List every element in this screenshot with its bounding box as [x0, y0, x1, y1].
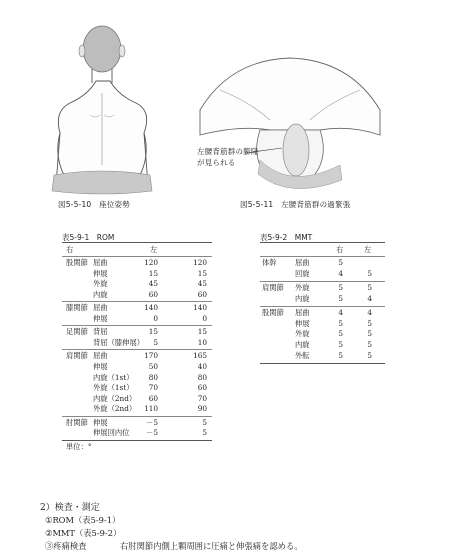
table-row-right-value: 60	[148, 393, 158, 403]
table-row-motion: 伸展	[295, 318, 310, 328]
table-row-right-value: 5	[338, 329, 343, 339]
table-row-right-value: 140	[144, 303, 158, 313]
table-row-motion: 屈曲	[93, 258, 108, 267]
table-row-motion: 外旋（1st）	[93, 383, 134, 393]
figure-caption-seated: 図5-5-10 座位姿勢	[58, 200, 130, 209]
table-row-right-value: 5	[338, 282, 343, 292]
table-row-motion: 回旋	[295, 268, 310, 278]
mmt_table-rule-header	[260, 256, 385, 257]
rom_table-rule-group	[62, 440, 212, 441]
table-row-motion: 内旋	[295, 340, 310, 350]
table-row-left-value: 140	[193, 303, 207, 313]
table-row-joint: 肩関節	[262, 282, 284, 292]
rom_table-rule-top	[62, 242, 212, 243]
table-row-left-value: 5	[367, 351, 372, 361]
table-row-right-value: 5	[338, 258, 343, 267]
table-row-right-value: 5	[338, 351, 343, 361]
table-row-right-value: 15	[148, 327, 158, 337]
table-row-left-value: 5	[367, 282, 372, 292]
rom_table-rule-group	[62, 301, 212, 302]
table-row-right-value: 50	[148, 361, 158, 371]
section-item-pain-label: ③疼痛検査	[45, 541, 87, 551]
table-row-motion: 外旋	[295, 329, 310, 339]
table-row-joint: 股関節	[262, 307, 284, 317]
annotation-bulge-line2: が見られる	[197, 158, 236, 167]
table-row-right-value: 60	[148, 289, 158, 299]
table-row-motion: 外旋（2nd）	[93, 404, 137, 414]
table-row-right-value: 120	[144, 258, 158, 267]
table-row-left-value: 0	[202, 313, 207, 323]
table-row-right-value: 4	[338, 268, 343, 278]
table-row-joint: 足関節	[66, 327, 88, 337]
table-row-motion: 背屈（膝伸展）	[93, 337, 145, 347]
table-row-motion: 伸展	[93, 361, 108, 371]
table-row-motion: 内旋（1st）	[93, 372, 134, 382]
table-row-left-value: 10	[197, 337, 207, 347]
rom-table-title: 表5-9-1 ROM	[62, 233, 115, 242]
rom_table-rule-header	[62, 256, 212, 257]
annotation-bulge-line1: 左腰背筋群の膨隆	[197, 147, 259, 156]
table-row-left-value: 70	[197, 393, 207, 403]
table-row-left-value: 5	[367, 329, 372, 339]
table-row-motion: 伸展	[93, 268, 108, 278]
table-row-motion: 屈曲	[295, 258, 310, 267]
mmt_table-rule-group	[260, 306, 385, 307]
table-row-motion: 伸展	[93, 417, 108, 427]
mmt_table-rule-group	[260, 281, 385, 282]
mmt_table-rule-group	[260, 363, 385, 364]
table-row-right-value: 80	[148, 372, 158, 382]
section-item-pain-text: 右肘関節内側上顆周囲に圧痛と伸張痛を認める。	[120, 541, 303, 551]
table-row-motion: 屈曲	[295, 307, 310, 317]
table-row-left-value: 15	[197, 327, 207, 337]
table-row-right-value: 5	[153, 337, 158, 347]
table-row-left-value: 5	[202, 417, 207, 427]
figure-caption-lumbar: 図5-5-11 左腰背筋群の過緊張	[240, 200, 351, 209]
table-row-right-value: 5	[338, 293, 343, 303]
table-row-motion: 伸展回内位	[93, 428, 130, 438]
table-row-left-value: 5	[367, 340, 372, 350]
table-row-left-value: 5	[367, 268, 372, 278]
table-row-motion: 背屈	[93, 327, 108, 337]
table-row-motion: 内旋	[93, 289, 108, 299]
table-row-motion: 外転	[295, 351, 310, 361]
table-row-left-value: 4	[367, 307, 372, 317]
mmt_table-header-left: 左	[364, 245, 372, 254]
rom_table-rule-group	[62, 349, 212, 350]
mmt_table-header-right: 右	[336, 245, 344, 254]
rom_table-rule-group	[62, 416, 212, 417]
table-row-left-value: 120	[193, 258, 207, 267]
table-row-joint: 肘関節	[66, 417, 88, 427]
table-row-left-value: 90	[197, 404, 207, 414]
section-item-mmt: ②MMT（表5-9-2）	[45, 528, 122, 538]
table-row-left-value: 4	[367, 293, 372, 303]
table-row-joint: 体幹	[262, 258, 277, 267]
table-row-motion: 伸展	[93, 313, 108, 323]
table-row-left-value: 60	[197, 289, 207, 299]
table-row-left-value: 15	[197, 268, 207, 278]
table-row-joint: 股関節	[66, 258, 88, 267]
table-row-motion: 外旋	[93, 279, 108, 289]
rom_table-header-right: 右	[66, 245, 74, 254]
table-row-right-value: 110	[144, 404, 158, 414]
table-row-motion: 屈曲	[93, 303, 108, 313]
table-row-left-value: 165	[193, 351, 207, 361]
section-item-rom: ①ROM（表5-9-1）	[45, 515, 121, 525]
table-row-right-value: 5	[338, 340, 343, 350]
table-row-joint: 肩関節	[66, 351, 88, 361]
figure-seated-posture	[40, 15, 160, 195]
mmt_table-rule-top	[260, 242, 385, 243]
section-heading: 2）検査・測定	[40, 503, 100, 513]
table-row-right-value: 45	[148, 279, 158, 289]
table-row-right-value: －5	[146, 417, 158, 427]
table-row-left-value: 5	[202, 428, 207, 438]
table-row-left-value: 45	[197, 279, 207, 289]
table-row-right-value: 5	[338, 318, 343, 328]
table-row-right-value: 0	[153, 313, 158, 323]
table-row-right-value: 15	[148, 268, 158, 278]
table-row-joint: 膝関節	[66, 303, 88, 313]
rom_table-rule-group	[62, 325, 212, 326]
table-row-left-value: 5	[367, 318, 372, 328]
table-row-left-value: 40	[197, 361, 207, 371]
mmt-table-title: 表5-9-2 MMT	[260, 233, 313, 242]
rom_table-header-left: 左	[150, 245, 158, 254]
table-row-motion: 内旋	[295, 293, 310, 303]
table-row-right-value: 70	[148, 383, 158, 393]
table-row-left-value: 60	[197, 383, 207, 393]
table-row-right-value: －5	[146, 428, 158, 438]
table-row-motion: 外旋	[295, 282, 310, 292]
table-row-motion: 屈曲	[93, 351, 108, 361]
table-row-right-value: 170	[144, 351, 158, 361]
table-row-right-value: 4	[338, 307, 343, 317]
rom_table-unit: 単位：°	[66, 441, 92, 451]
table-row-left-value: 80	[197, 372, 207, 382]
table-row-motion: 内旋（2nd）	[93, 393, 137, 403]
